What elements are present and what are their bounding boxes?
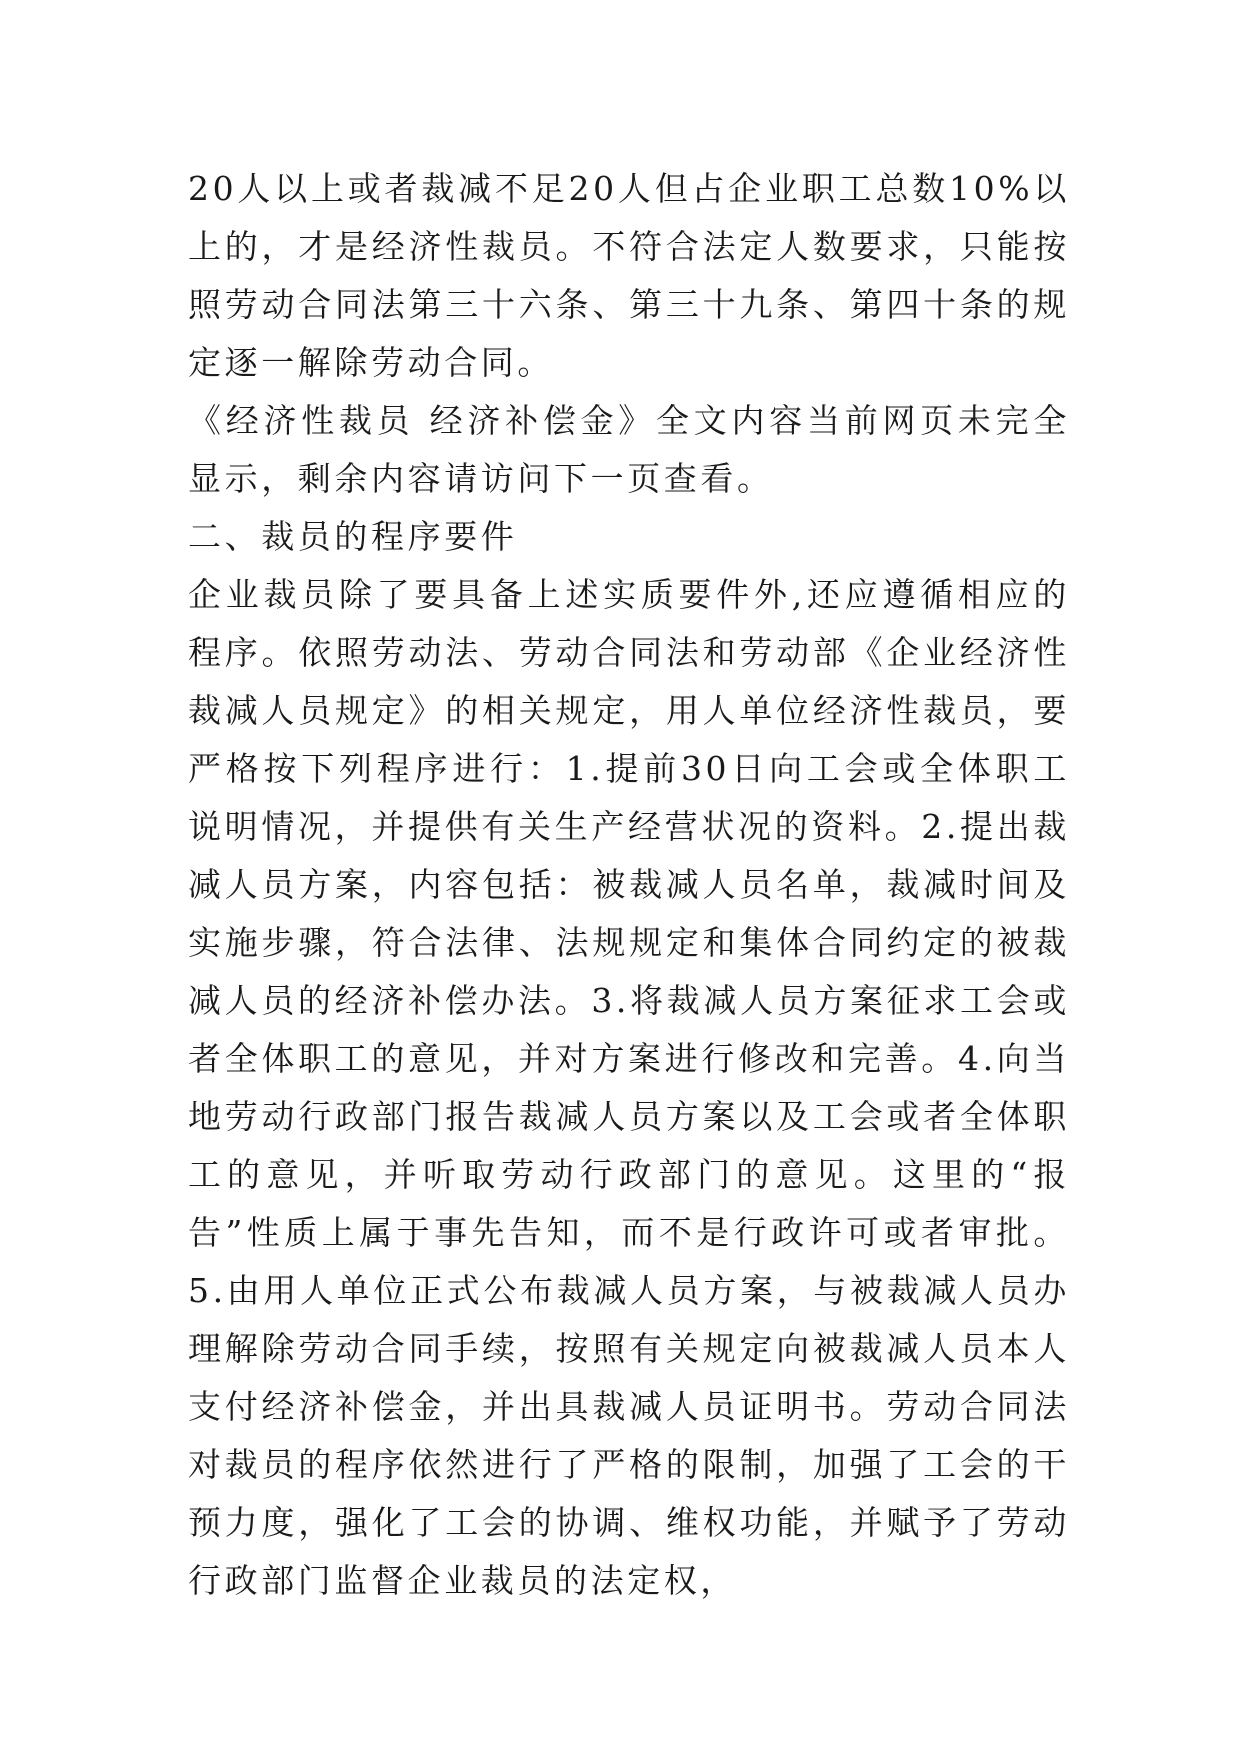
section-heading: 二、裁员的程序要件: [188, 517, 518, 556]
paragraph-procedure: 企业裁员除了要具备上述实质要件外,还应遵循相应的程序。依照劳动法、劳动合同法和劳动部《企业经济性裁减人员规定》的相关规定，用人单位经济性裁员，要严格按下列程序进行：1.提前30日向工会或全体职工说明情况，并提供有关生产经营状况的资料。2.提出裁减人员方案，内容包括：被裁减人员名单，裁减时间及实施步骤，符合法律、法规规定和集体合同约定的被裁减人员的经济补偿办法。3.将裁减人员方案征求工会或者全体职工的意见，并对方案进行修改和完善。4.向当地劳动行政部门报告裁减人员方案以及工会或者全体职工的意见，并听取劳动行政部门的意见。这里的“报告”性质上属于事先告知，而不是行政许可或者审批。5.由用人单位正式公布裁减人员方案，与被裁减人员办理解除劳动合同手续，按照有关规定向被裁减人员本人支付经济补偿金，并出具裁减人员证明书。劳动合同法对裁员的程序依然进行了严格的限制，加强了工会的干预力度，强化了工会的协调、维权功能，并赋予了劳动行政部门监督企业裁员的法定权，: [188, 575, 1070, 1600]
document-body: [188, 160, 1070, 1610]
paragraph-continuation-notice: 《经济性裁员 经济补偿金》全文内容当前网页未完全显示，剩余内容请访问下一页查看。: [188, 401, 1070, 498]
paragraph-legal-headcount: 20人以上或者裁减不足20人但占企业职工总数10%以上的，才是经济性裁员。不符合法定人数要求，只能按照劳动合同法第三十六条、第三十九条、第四十条的规定逐一解除劳动合同。: [188, 169, 1070, 382]
